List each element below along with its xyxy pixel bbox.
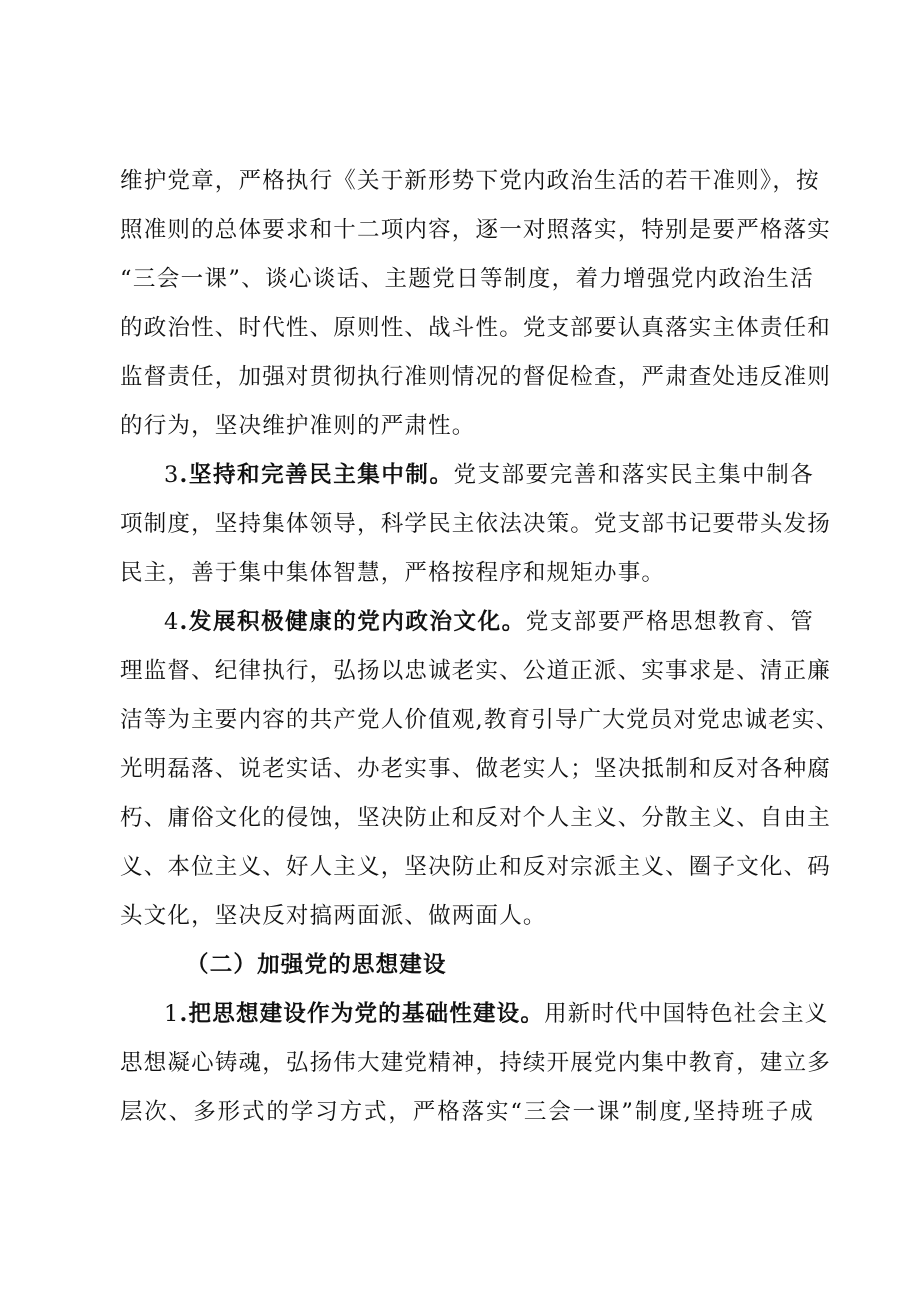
item-heading: .坚持和完善民主集中制。 (179, 462, 454, 488)
body-text-line: 义、本位主义、好人主义，坚决防止和反对宗派主义、圈子文化、码 (120, 854, 832, 880)
body-text-line: 头文化，坚决反对搞两面派、做两面人。 (120, 903, 547, 929)
body-text-line: 思想凝心铸魂，弘扬伟大建党精神，持续开展党内集中教育，建立多 (120, 1050, 832, 1076)
item-heading: .把思想建设作为党的基础性建设。 (179, 1001, 545, 1027)
body-text-line: 民主，善于集中集体智慧，严格按程序和规矩办事。 (120, 560, 666, 586)
body-text-line: 朽、庸俗文化的侵蚀，坚决防止和反对个人主义、分散主义、自由主 (120, 805, 832, 831)
body-text-line: 维护党章，严格执行《关于新形势下党内政治生活的若干准则》，按 (120, 168, 820, 194)
body-text-line: “三会一课”、谈心谈话、主题党日等制度，着力增强党内政治生活 (120, 266, 814, 292)
item-heading: .发展积极健康的党内政治文化。 (179, 609, 526, 635)
item-text: 党支部要完善和落实民主集中制各 (453, 462, 814, 488)
item-number: 3 (164, 462, 180, 488)
body-text-line: 项制度，坚持集体领导，科学民主依法决策。党支部书记要带头发扬 (120, 511, 832, 537)
body-text-line: 的行为，坚决维护准则的严肃性。 (120, 413, 476, 439)
body-text-line: 理监督、纪律执行，弘扬以忠诚老实、公道正派、实事求是、清正廉 (120, 658, 832, 684)
body-text-line: 监督责任，加强对贯彻执行准则情况的督促检查，严肃查处违反准则 (120, 364, 832, 390)
body-text-line: 层次、多形式的学习方式，严格落实“三会一课”制度,坚持班子成 (120, 1099, 814, 1125)
item-text: 党支部要严格思想教育、管 (525, 609, 814, 635)
item-number: 1 (164, 1001, 180, 1027)
numbered-paragraph-first-line (164, 990, 829, 1038)
body-text-line: 光明磊落、说老实话、办老实事、做老实人；坚决抵制和反对各种腐 (120, 756, 832, 782)
body-text-line: 照准则的总体要求和十二项内容，逐一对照落实，特别是要严格落实 (120, 217, 832, 243)
section-heading: （二）加强党的思想建设 (186, 952, 447, 978)
item-number: 4 (164, 609, 180, 635)
item-text: 用新时代中国特色社会主义 (544, 1001, 829, 1027)
body-text-line: 的政治性、时代性、原则性、战斗性。党支部要认真落实主体责任和 (120, 315, 832, 341)
body-text-line: 洁等为主要内容的共产党人价值观,教育引导广大党员对党忠诚老实、 (120, 707, 840, 733)
numbered-paragraph-first-line (164, 598, 814, 646)
numbered-paragraph-first-line (164, 451, 814, 499)
